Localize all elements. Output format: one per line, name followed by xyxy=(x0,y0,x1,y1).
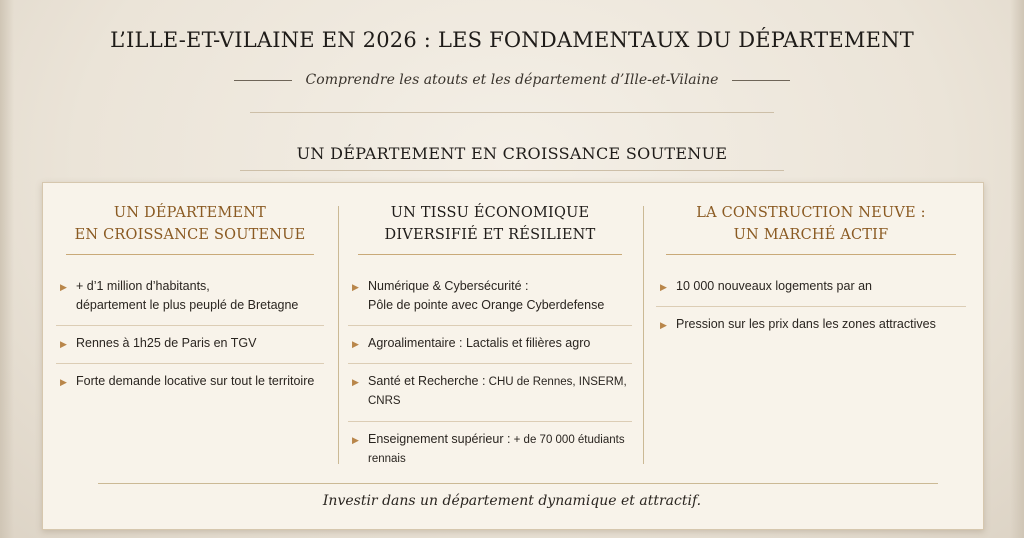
item-list xyxy=(656,269,966,344)
list-item xyxy=(348,364,632,422)
column-title xyxy=(56,202,324,246)
subtitle-row xyxy=(0,72,1024,88)
item-lead: Santé et Recherche : xyxy=(368,374,486,388)
column-title-line1: UN DÉPARTEMENT xyxy=(113,205,267,221)
bullet-triangle-icon: ▶ xyxy=(60,282,67,292)
header-divider xyxy=(250,112,774,113)
column-title-line1: UN TISSU ÉCONOMIQUE xyxy=(390,205,590,221)
bullet-triangle-icon: ▶ xyxy=(660,320,667,330)
item-text-line2: Pôle de pointe avec Orange Cyberdefense xyxy=(368,298,605,312)
subtitle-rule-left xyxy=(234,80,292,81)
list-item xyxy=(656,269,966,307)
column-divider-2 xyxy=(643,206,644,464)
item-list xyxy=(348,269,632,479)
item-text: Forte demande locative sur tout le territoire xyxy=(76,374,315,388)
item-detail: CHU de Rennes, INSERM, xyxy=(485,376,627,388)
item-text-line2: CNRS xyxy=(368,395,401,407)
column-title-rule xyxy=(666,254,956,255)
bullet-triangle-icon: ▶ xyxy=(352,435,359,445)
list-item xyxy=(348,422,632,479)
bullet-triangle-icon: ▶ xyxy=(352,339,359,349)
bullet-triangle-icon: ▶ xyxy=(352,377,359,387)
column-title-rule xyxy=(66,254,314,255)
item-text xyxy=(368,372,628,392)
item-text-line2: rennais xyxy=(368,453,406,465)
item-text: Rennes à 1h25 de Paris en TGV xyxy=(76,336,257,350)
item-text: Agroalimentaire : Lactalis et filières agro xyxy=(368,336,591,350)
section-heading-rule xyxy=(240,170,784,171)
list-item xyxy=(56,364,324,401)
column-title-line1: LA CONSTRUCTION NEUVE : xyxy=(696,205,926,221)
section-heading: UN DÉPARTEMENT EN CROISSANCE SOUTENUE xyxy=(296,144,728,163)
column-economy xyxy=(348,202,632,479)
list-item xyxy=(656,307,966,344)
footer-divider xyxy=(98,483,938,484)
column-divider-1 xyxy=(338,206,339,464)
list-item xyxy=(56,326,324,364)
column-title xyxy=(656,202,966,246)
item-text: 10 000 nouveaux logements par an xyxy=(676,279,872,293)
list-item xyxy=(56,269,324,326)
item-detail: + de 70 000 étudiants xyxy=(510,434,625,446)
bullet-triangle-icon: ▶ xyxy=(60,377,67,387)
page-subtitle: Comprendre les atouts et les département d’Ille-et-Vilaine xyxy=(305,72,719,88)
column-title-line2: EN CROISSANCE SOUTENUE xyxy=(74,227,306,243)
page-title: L’ILLE-ET-VILAINE EN 2026 : LES FONDAMENTAUX DU DÉPARTEMENT xyxy=(110,28,914,52)
item-lead: Enseignement supérieur : xyxy=(368,432,511,446)
list-item xyxy=(348,269,632,326)
item-list xyxy=(56,269,324,401)
bullet-triangle-icon: ▶ xyxy=(660,282,667,292)
column-construction xyxy=(656,202,966,344)
bullet-triangle-icon: ▶ xyxy=(352,282,359,292)
list-item xyxy=(348,326,632,364)
subtitle-rule-right xyxy=(732,80,790,81)
column-growth xyxy=(56,202,324,401)
bullet-triangle-icon: ▶ xyxy=(60,339,67,349)
column-title-line2: DIVERSIFIÉ ET RÉSILIENT xyxy=(384,227,596,243)
item-text: + d’1 million d’habitants, xyxy=(76,279,210,293)
item-text-line2: département le plus peuplé de Bretagne xyxy=(76,298,299,312)
item-text xyxy=(368,430,628,450)
column-title-line2: UN MARCHÉ ACTIF xyxy=(733,227,889,243)
column-title xyxy=(348,202,632,246)
footer-tagline: Investir dans un département dynamique et attractif. xyxy=(322,493,702,509)
item-text: Numérique & Cybersécurité : xyxy=(368,279,529,293)
column-title-rule xyxy=(358,254,622,255)
item-text: Pression sur les prix dans les zones attractives xyxy=(676,317,936,331)
